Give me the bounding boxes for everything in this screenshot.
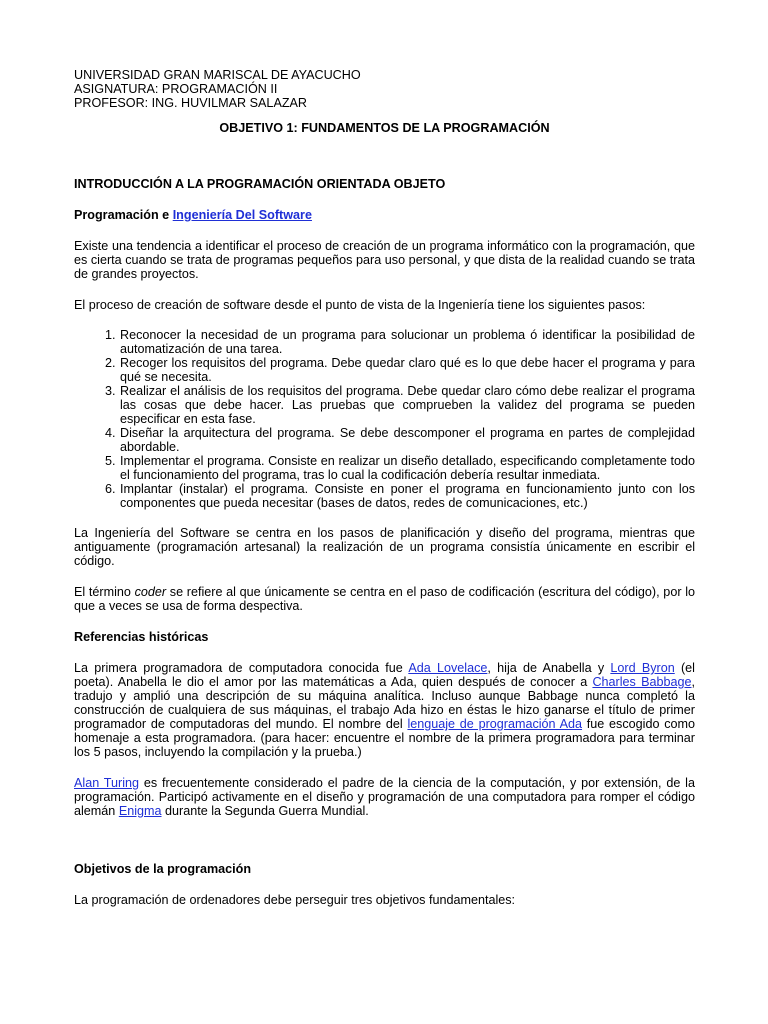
history-text: durante la Segunda Guerra Mundial. xyxy=(161,804,369,818)
document-header xyxy=(74,68,695,110)
software-engineering-link[interactable]: Ingeniería Del Software xyxy=(172,208,312,222)
history-text: fue escogido como homenaje a esta programadora. (para hacer: encuentre el nombre de la primera programadora para terminar los 5 pasos, incluyendo la compilación y la prueba.) xyxy=(74,717,695,759)
objective-title: OBJETIVO 1: FUNDAMENTOS DE LA PROGRAMACIÓN xyxy=(219,121,550,135)
charles-babbage-link[interactable]: Charles Babbage xyxy=(592,675,692,689)
history-text: La primera programadora de computadora conocida fue xyxy=(74,661,409,675)
history-text: , hija de Anabella y xyxy=(487,661,611,675)
coder-paragraph xyxy=(74,585,695,613)
ada-language-link[interactable]: lenguaje de programación Ada xyxy=(407,717,583,731)
history-text: es frecuentemente considerado el padre de la ciencia de la computación, y por extensión, de la programación. Participó activamente en el diseño y programación de una computadora para romper el código alemán xyxy=(74,776,695,818)
list-item: 3. Realizar el análisis de los requisitos del programa. Debe quedar claro cómo debe realizar el programa las cosas que debe hacer. Las pruebas que comprueben la validez del programa se pueden especificar en esta fase. xyxy=(119,384,695,426)
document-page xyxy=(74,68,695,907)
lord-byron-link[interactable]: Lord Byron xyxy=(610,661,675,675)
coder-term: coder xyxy=(134,585,167,599)
list-item: 2. Recoger los requisitos del programa. Debe quedar claro qué es lo que debe hacer el programa y para qué se necesita. xyxy=(119,356,695,384)
section-heading-objectives: Objetivos de la programación xyxy=(74,862,252,876)
history-text: , tradujo y amplió una descripción de su máquina analítica. Incluso aunque Babbage nunca completó la construcción de cualquiera de sus máquinas, el trabajo Ada hizo en éstas le hizo ganarse el título de primer programador de computadoras del mundo. El nombre del xyxy=(74,675,696,731)
university-name: UNIVERSIDAD GRAN MARISCAL DE AYACUCHO xyxy=(74,68,361,82)
professor-line: PROFESOR: ING. HUVILMAR SALAZAR xyxy=(74,96,308,110)
sub-heading-software-engineering xyxy=(74,208,695,222)
intro-paragraph-1: Existe una tendencia a identificar el proceso de creación de un programa informático con la programación, que es cierta cuando se trata de programas pequeños para uso personal, y que dista de la realidad cuando se trata de grandes proyectos. xyxy=(74,239,695,281)
alan-turing-link[interactable]: Alan Turing xyxy=(74,776,140,790)
history-paragraph-2 xyxy=(74,776,695,818)
coder-text-a: El término xyxy=(74,585,135,599)
ada-lovelace-link[interactable]: Ada Lovelace xyxy=(408,661,488,675)
sub-heading-prefix: Programación e xyxy=(74,208,173,222)
software-engineering-paragraph: La Ingeniería del Software se centra en los pasos de planificación y diseño del programa, mientras que antiguamente (programación artesanal) la realización de un programa consistía únicamente en escribir el código. xyxy=(74,526,695,568)
list-item: 5. Implementar el programa. Consiste en realizar un diseño detallado, especificando completamente todo el funcionamiento del programa, tras lo cual la codificación debería resultar inmediata. xyxy=(119,454,695,482)
subject-line: ASIGNATURA: PROGRAMACIÓN II xyxy=(74,82,278,96)
objectives-paragraph: La programación de ordenadores debe perseguir tres objetivos fundamentales: xyxy=(74,893,516,907)
process-steps-list xyxy=(74,328,695,510)
list-item: 1. Reconocer la necesidad de un programa para solucionar un problema ó identificar la posibilidad de automatización de una tarea. xyxy=(119,328,695,356)
coder-text-b: se refiere al que únicamente se centra en el paso de codificación (escritura del código), por lo que a veces se usa de forma despectiva. xyxy=(74,585,696,613)
list-item: 4. Diseñar la arquitectura del programa. Se debe descomponer el programa en partes de complejidad abordable. xyxy=(119,426,695,454)
history-text: (el poeta). Anabella le dio el amor por las matemáticas a Ada, quien después de conocer a xyxy=(74,661,695,689)
history-paragraph-1 xyxy=(74,661,695,759)
intro-paragraph-2: El proceso de creación de software desde el punto de vista de la Ingeniería tiene los siguientes pasos: xyxy=(74,298,646,312)
enigma-link[interactable]: Enigma xyxy=(118,804,162,818)
section-heading-intro: INTRODUCCIÓN A LA PROGRAMACIÓN ORIENTADA OBJETO xyxy=(74,177,446,191)
section-heading-history: Referencias históricas xyxy=(74,630,209,644)
list-item: 6. Implantar (instalar) el programa. Consiste en poner el programa en funcionamiento junto con los componentes que pueda necesitar (bases de datos, redes de comunicaciones, etc.) xyxy=(119,482,695,510)
